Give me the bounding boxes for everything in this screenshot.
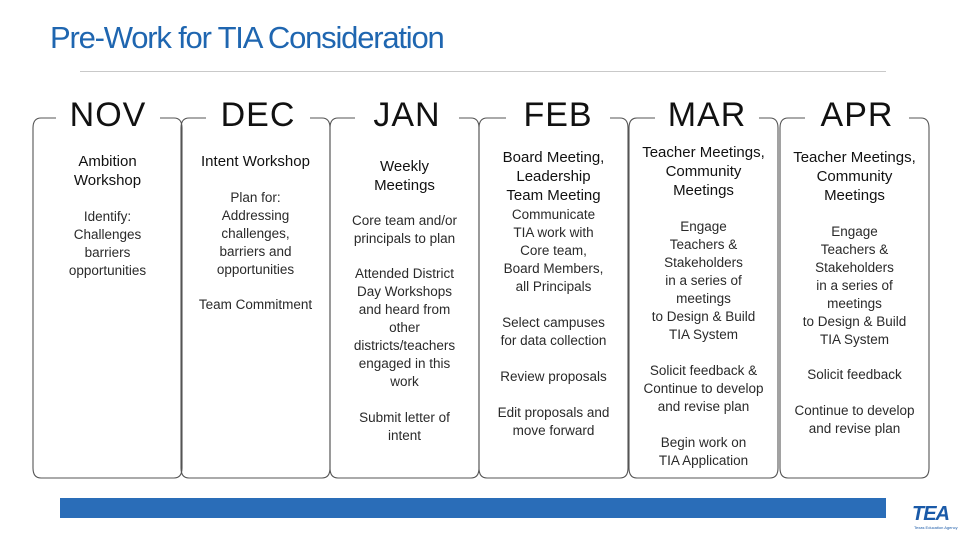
heading-line: Teacher Meetings, bbox=[793, 149, 916, 166]
month-label-mar: MAR bbox=[667, 96, 747, 134]
activity-line: all Principals bbox=[515, 279, 592, 294]
heading-line: Community bbox=[665, 163, 742, 180]
activity-line: Board Members, bbox=[503, 261, 604, 276]
activity-line: principals to plan bbox=[353, 231, 456, 246]
activity-item bbox=[782, 223, 927, 349]
activity-item bbox=[332, 265, 477, 391]
activity-line: Day Workshops bbox=[356, 284, 453, 299]
activity-line: to Design & Build bbox=[651, 309, 756, 324]
activity-line: Submit letter of bbox=[359, 410, 450, 425]
activity-line: districts/teachers bbox=[353, 338, 456, 353]
activity-line: for data collection bbox=[500, 333, 607, 348]
activity-item bbox=[481, 206, 626, 296]
activity-line: barriers and bbox=[219, 244, 292, 259]
heading-line: Leadership bbox=[516, 168, 591, 185]
column-heading bbox=[332, 157, 477, 195]
activity-line: Continue to develop bbox=[794, 403, 915, 418]
activity-line: Stakeholders bbox=[815, 260, 894, 275]
activity-item bbox=[35, 208, 180, 280]
column-heading bbox=[631, 143, 776, 200]
activity-line: Solicit feedback bbox=[807, 367, 902, 382]
activity-line: Continue to develop bbox=[643, 381, 764, 396]
activity-item bbox=[481, 368, 626, 386]
column-heading bbox=[782, 148, 927, 205]
logo-text: TEA bbox=[912, 503, 949, 525]
heading-line: Ambition bbox=[78, 153, 137, 170]
activity-line: TIA work with bbox=[513, 225, 594, 240]
activity-line: TIA System bbox=[819, 332, 890, 347]
activity-line: Engage bbox=[831, 224, 878, 239]
footer-bar bbox=[60, 498, 886, 518]
activity-line: Addressing bbox=[221, 208, 290, 223]
activity-line: TIA System bbox=[668, 327, 739, 342]
activity-line: Core team and/or bbox=[351, 213, 458, 228]
month-label-apr: APR bbox=[820, 96, 894, 134]
activity-line: Solicit feedback & bbox=[649, 363, 758, 378]
activity-line: engaged in this bbox=[358, 356, 451, 371]
activity-line: Teachers & bbox=[820, 242, 889, 257]
activity-line: meetings bbox=[827, 296, 882, 311]
activity-line: other bbox=[389, 320, 420, 335]
activity-line: in a series of bbox=[816, 278, 893, 293]
column-heading bbox=[183, 152, 328, 171]
activity-line: Begin work on bbox=[660, 435, 747, 450]
heading-line: Meetings bbox=[374, 177, 435, 194]
heading-line: Meetings bbox=[673, 182, 734, 199]
month-label-dec: DEC bbox=[220, 96, 296, 134]
activity-line: and revise plan bbox=[657, 399, 750, 414]
activity-line: opportunities bbox=[68, 263, 147, 278]
heading-line: Workshop bbox=[73, 172, 142, 189]
activity-line: barriers bbox=[84, 245, 131, 260]
activity-line: and heard from bbox=[358, 302, 451, 317]
activity-line: work bbox=[390, 374, 419, 389]
month-label-jan: JAN bbox=[373, 96, 441, 134]
column-heading bbox=[481, 148, 626, 205]
activity-line: Review proposals bbox=[500, 369, 607, 384]
activity-item bbox=[631, 218, 776, 344]
activity-item bbox=[481, 404, 626, 440]
activity-line: Attended District bbox=[354, 266, 455, 281]
activity-line: meetings bbox=[676, 291, 731, 306]
column-heading bbox=[35, 152, 180, 190]
activity-line: challenges, bbox=[221, 226, 290, 241]
activity-item bbox=[631, 434, 776, 470]
month-label-feb: FEB bbox=[523, 96, 593, 134]
activity-line: opportunities bbox=[216, 262, 295, 277]
heading-line: Board Meeting, bbox=[502, 149, 605, 166]
activity-item bbox=[332, 409, 477, 445]
activity-line: Plan for: bbox=[230, 190, 281, 205]
activity-line: Teachers & bbox=[669, 237, 738, 252]
activity-line: to Design & Build bbox=[802, 314, 907, 329]
activity-line: Select campuses bbox=[502, 315, 605, 330]
activity-line: Team Commitment bbox=[198, 297, 313, 312]
heading-line: Team Meeting bbox=[506, 187, 601, 204]
activity-item bbox=[782, 366, 927, 384]
activity-line: Engage bbox=[680, 219, 727, 234]
activity-line: Identify: bbox=[83, 209, 132, 224]
activity-line: and revise plan bbox=[808, 421, 901, 436]
activity-item bbox=[332, 212, 477, 248]
page-title: Pre-Work for TIA Consideration bbox=[50, 20, 444, 55]
activity-line: Stakeholders bbox=[664, 255, 743, 270]
heading-line: Teacher Meetings, bbox=[642, 144, 765, 161]
activity-item bbox=[782, 402, 927, 438]
logo-subtext: Texas Education Agency bbox=[914, 525, 958, 530]
month-label-nov: NOV bbox=[69, 96, 147, 134]
activity-line: intent bbox=[387, 428, 422, 443]
activity-item bbox=[183, 296, 328, 314]
heading-line: Community bbox=[816, 168, 893, 185]
activity-line: Communicate bbox=[511, 207, 596, 222]
activity-line: Edit proposals and bbox=[497, 405, 610, 420]
activity-item bbox=[631, 362, 776, 416]
activity-item bbox=[183, 189, 328, 279]
activity-item bbox=[481, 314, 626, 350]
heading-line: Meetings bbox=[824, 187, 885, 204]
activity-line: Core team, bbox=[520, 243, 587, 258]
activity-line: in a series of bbox=[665, 273, 742, 288]
heading-line: Intent Workshop bbox=[201, 153, 310, 170]
activity-line: TIA Application bbox=[658, 453, 749, 468]
heading-line: Weekly bbox=[380, 158, 429, 175]
activity-line: move forward bbox=[512, 423, 595, 438]
activity-line: Challenges bbox=[73, 227, 142, 242]
tea-logo bbox=[910, 503, 956, 533]
